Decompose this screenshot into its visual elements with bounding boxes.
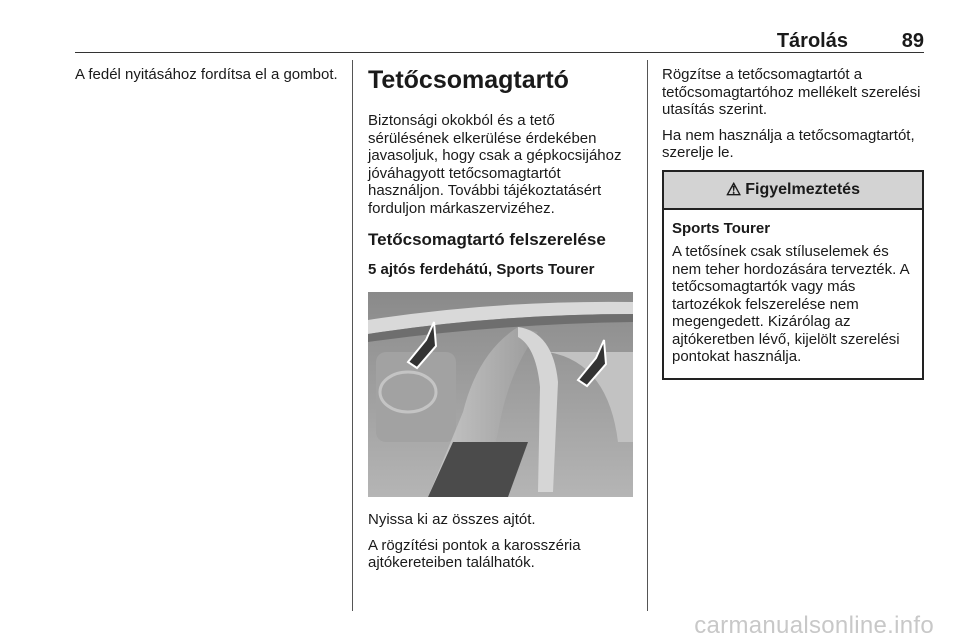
section-heading: Tetőcsomagtartó (368, 66, 569, 94)
remove-instruction: Ha nem használja a tetőcsomagtartót, szerelje le. (662, 126, 915, 161)
watermark: carmanualsonline.info (694, 612, 934, 639)
column-3 (662, 66, 924, 380)
door-frame-illustration (368, 292, 633, 497)
warning-text: A tetősínek csak stíluselemek és nem teher hordozására tervezték. A tetőcsomagtartók vagy más tartozékok felszerelése nem megengedett. Kizárólag az ajtókeretben lévő, kijelölt szerelési pontokat használja. (672, 243, 909, 365)
column-1 (75, 66, 340, 92)
warning-triangle-icon: ⚠ (726, 179, 742, 199)
column-divider-2 (647, 60, 648, 611)
step-open-doors: Nyissa ki az összes ajtót. (368, 511, 536, 528)
header-rule (75, 52, 924, 53)
variant-heading: 5 ajtós ferdehátú, Sports Tourer (368, 260, 595, 278)
lid-instruction: A fedél nyitásához fordítsa el a gombot. (75, 66, 338, 83)
column-2 (368, 66, 636, 580)
column-divider-1 (352, 60, 353, 611)
warning-subheading: Sports Tourer (672, 219, 771, 237)
warning-header (664, 172, 922, 210)
warning-body (664, 210, 922, 378)
page-number: 89 (901, 30, 924, 52)
subsection-heading: Tetőcsomagtartó felszerelése (368, 230, 606, 249)
warning-box (662, 170, 924, 380)
header-title: Tárolás (776, 30, 848, 52)
intro-paragraph: Biztonsági okokból és a tető sérülésének elkerülése érdekében javasoljuk, hogy csak a gépkocsijához jóváhagyott tetőcsomagtartót használjon. További tájékoztatásért forduljon márkaszervizéhez. (368, 112, 622, 217)
step-mounting-points: A rögzítési pontok a karosszéria ajtókereteiben találhatók. (368, 536, 581, 571)
warning-title: Figyelmeztetés (745, 180, 860, 198)
mount-instruction: Rögzítse a tetőcsomagtartót a tetőcsomagtartóhoz mellékelt szerelési utasítás szerint. (662, 66, 921, 118)
